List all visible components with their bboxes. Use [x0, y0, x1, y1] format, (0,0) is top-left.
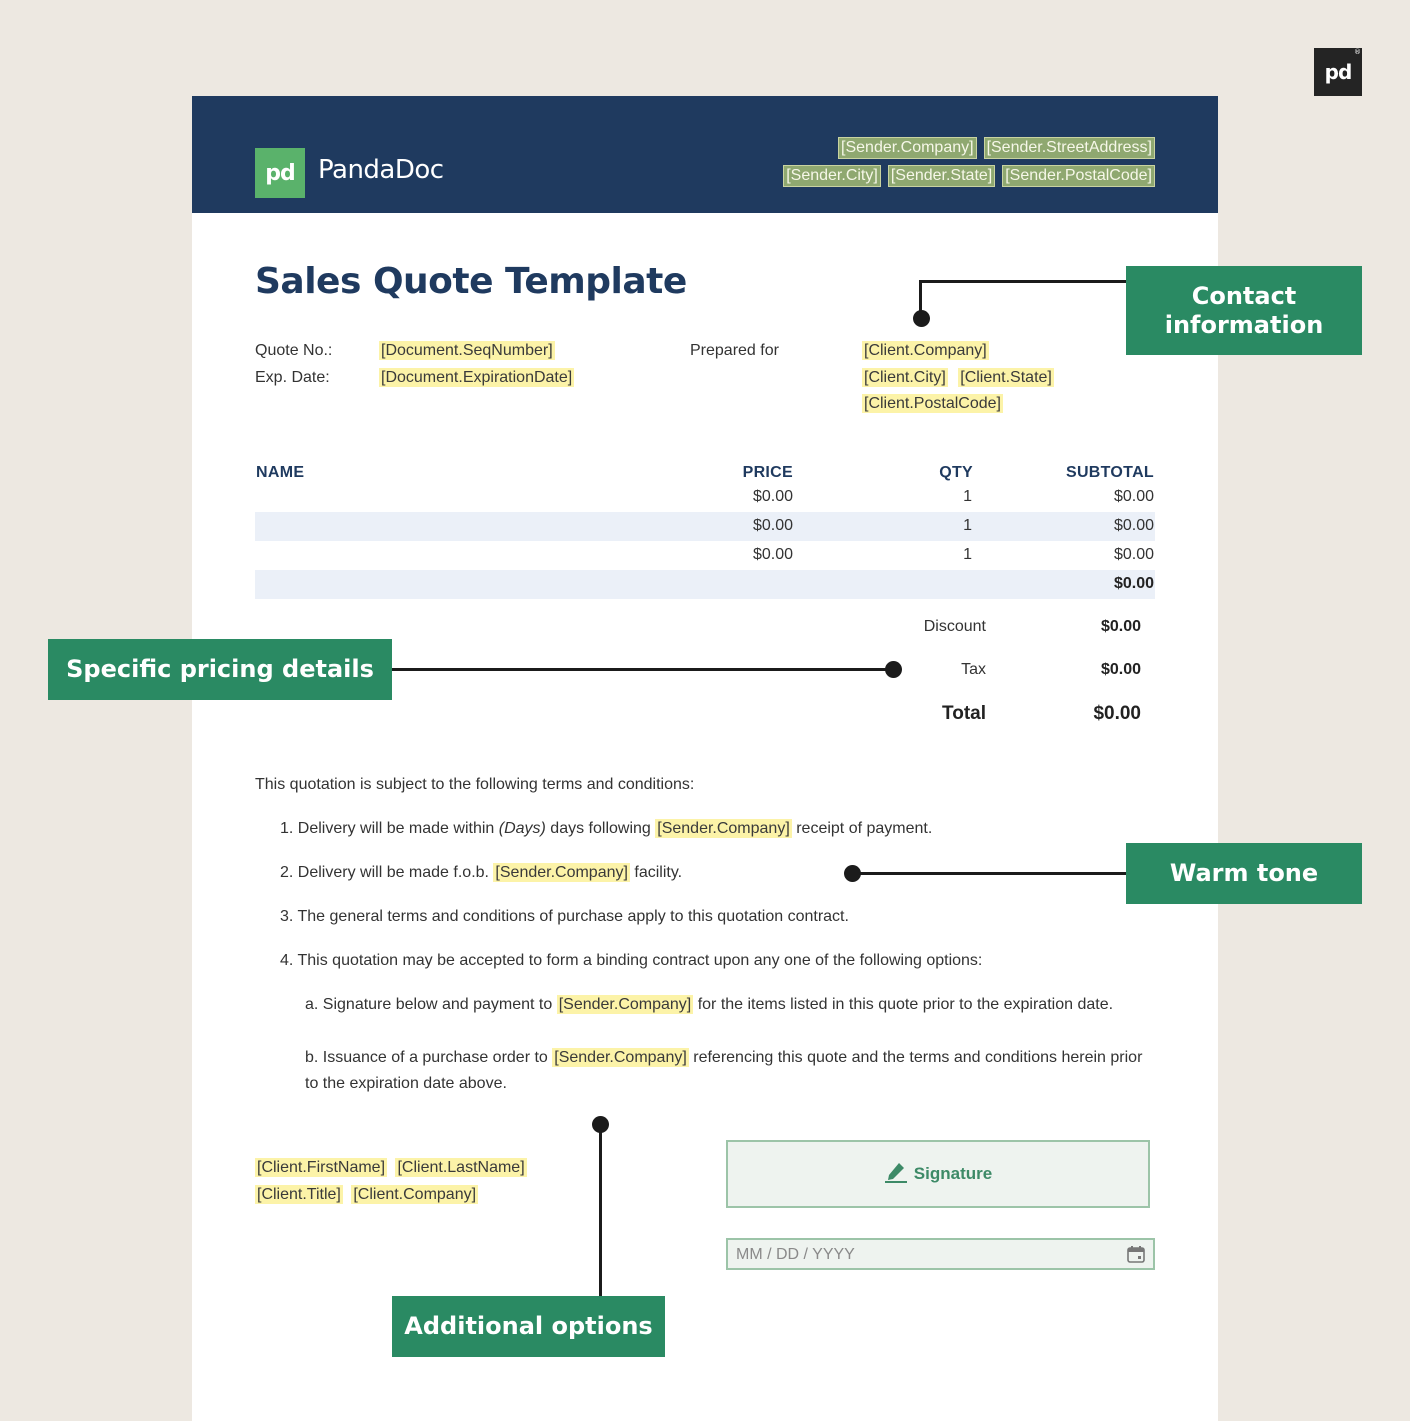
document-page [192, 96, 1218, 1421]
term-2-text-end: facility. [629, 864, 683, 881]
qty-cell: 1 [963, 488, 972, 505]
connector-dot [592, 1116, 609, 1133]
callout-pricing-details: Specific pricing details [48, 639, 392, 700]
pandadoc-corner-logo[interactable] [1314, 48, 1362, 96]
date-placeholder: MM / DD / YYYY [736, 1246, 855, 1263]
table-row[interactable] [255, 512, 1155, 541]
term-3: 3. The general terms and conditions of purchase apply to this quotation contract. [280, 908, 849, 925]
document-title: Sales Quote Template [255, 261, 687, 302]
client-company-field[interactable]: [Client.Company] [353, 1186, 477, 1203]
tax-value[interactable]: $0.00 [1100, 661, 1141, 678]
table-total-row [255, 570, 1155, 599]
sender-company-field[interactable]: [Sender.Company] [554, 1049, 687, 1066]
brand-name: PandaDoc [318, 155, 444, 185]
discount-value[interactable]: $0.00 [1100, 618, 1141, 635]
prepared-for-label: Prepared for [690, 342, 779, 359]
sender-address [783, 137, 1155, 193]
brand-logo-icon [255, 148, 305, 198]
client-company-field[interactable]: [Client.Company] [864, 342, 987, 359]
client-lastname-field[interactable]: [Client.LastName] [397, 1159, 525, 1176]
term-2 [280, 860, 682, 886]
quote-no-label: Quote No.: [255, 342, 333, 359]
discount-label: Discount [923, 618, 986, 635]
terms-intro: This quotation is subject to the following terms and conditions: [255, 776, 695, 793]
qty-cell: 1 [963, 517, 972, 534]
client-postal-field[interactable]: [Client.PostalCode] [864, 395, 1001, 412]
term-4b-text: b. Issuance of a purchase order to [305, 1049, 553, 1066]
sender-company-field[interactable]: [Sender.Company] [657, 820, 790, 837]
connector-line [392, 668, 894, 671]
col-header-price: PRICE [742, 464, 793, 481]
sender-company-field[interactable]: [Sender.Company] [558, 996, 692, 1013]
calendar-icon[interactable] [1127, 1246, 1145, 1263]
exp-date-field[interactable]: [Document.ExpirationDate] [381, 369, 573, 386]
col-header-subtotal: SUBTOTAL [1065, 464, 1154, 481]
price-cell: $0.00 [752, 517, 793, 534]
tax-label: Tax [961, 661, 986, 678]
connector-line [919, 280, 1127, 283]
term-4: 4. This quotation may be accepted to form a binding contract upon any one of the following options: [280, 952, 983, 969]
term-4b-text-end: referencing this quote and the terms and conditions herein prior to the expiration date above. [305, 1049, 1143, 1092]
connector-dot [885, 661, 902, 678]
total-label: Total [942, 703, 986, 724]
table-row[interactable] [255, 482, 1155, 511]
term-4a-text-end: for the items listed in this quote prior to the expiration date. [693, 996, 1114, 1013]
connector-dot [844, 865, 861, 882]
sender-company-field[interactable]: [Sender.Company] [495, 864, 628, 881]
document-header [192, 96, 1218, 213]
subtotal-cell: $0.00 [1113, 488, 1154, 505]
sender-postal-field[interactable]: [Sender.PostalCode] [1002, 165, 1155, 187]
term-4a [305, 992, 1155, 1018]
table-row[interactable] [255, 541, 1155, 570]
term-4b [305, 1045, 1155, 1097]
col-header-qty: QTY [939, 464, 973, 481]
rows-total: $0.00 [1113, 575, 1154, 592]
brand-logo-mark: pd [265, 160, 295, 186]
connector-line [599, 1124, 602, 1298]
price-cell: $0.00 [752, 546, 793, 563]
client-city-field[interactable]: [Client.City] [864, 369, 946, 386]
signature-field[interactable] [726, 1140, 1150, 1208]
callout-additional-options: Additional options [392, 1296, 665, 1357]
subtotal-cell: $0.00 [1113, 517, 1154, 534]
pen-icon [884, 1160, 908, 1189]
days-placeholder[interactable]: (Days) [498, 820, 546, 837]
col-header-name: NAME [256, 464, 305, 481]
qty-cell: 1 [963, 546, 972, 563]
callout-warm-tone: Warm tone [1126, 843, 1362, 904]
sender-state-field[interactable]: [Sender.State] [888, 165, 995, 187]
client-title-field[interactable]: [Client.Title] [257, 1186, 341, 1203]
term-2-text: 2. Delivery will be made f.o.b. [280, 864, 494, 881]
term-4a-text: a. Signature below and payment to [305, 996, 557, 1013]
term-1-text-mid: days following [545, 820, 656, 837]
sender-street-field[interactable]: [Sender.StreetAddress] [984, 137, 1155, 159]
quote-no-field[interactable]: [Document.SeqNumber] [381, 342, 553, 359]
date-input[interactable] [726, 1238, 1155, 1270]
signature-label: Signature [913, 1164, 993, 1183]
connector-line [852, 872, 1127, 875]
term-1-text-end: receipt of payment. [791, 820, 933, 837]
term-1-text: 1. Delivery will be made within [280, 820, 499, 837]
sender-company-field[interactable]: [Sender.Company] [838, 137, 977, 159]
exp-date-label: Exp. Date: [255, 369, 330, 386]
callout-contact-information: Contact information [1126, 266, 1362, 355]
sender-city-field[interactable]: [Sender.City] [783, 165, 881, 187]
registered-mark: ® [1354, 48, 1360, 56]
total-value: $0.00 [1093, 703, 1141, 724]
connector-dot [913, 310, 930, 327]
subtotal-cell: $0.00 [1113, 546, 1154, 563]
term-1 [280, 816, 932, 842]
corner-logo-mark: pd [1324, 60, 1352, 84]
client-firstname-field[interactable]: [Client.FirstName] [257, 1159, 386, 1176]
client-state-field[interactable]: [Client.State] [960, 369, 1052, 386]
price-cell: $0.00 [752, 488, 793, 505]
